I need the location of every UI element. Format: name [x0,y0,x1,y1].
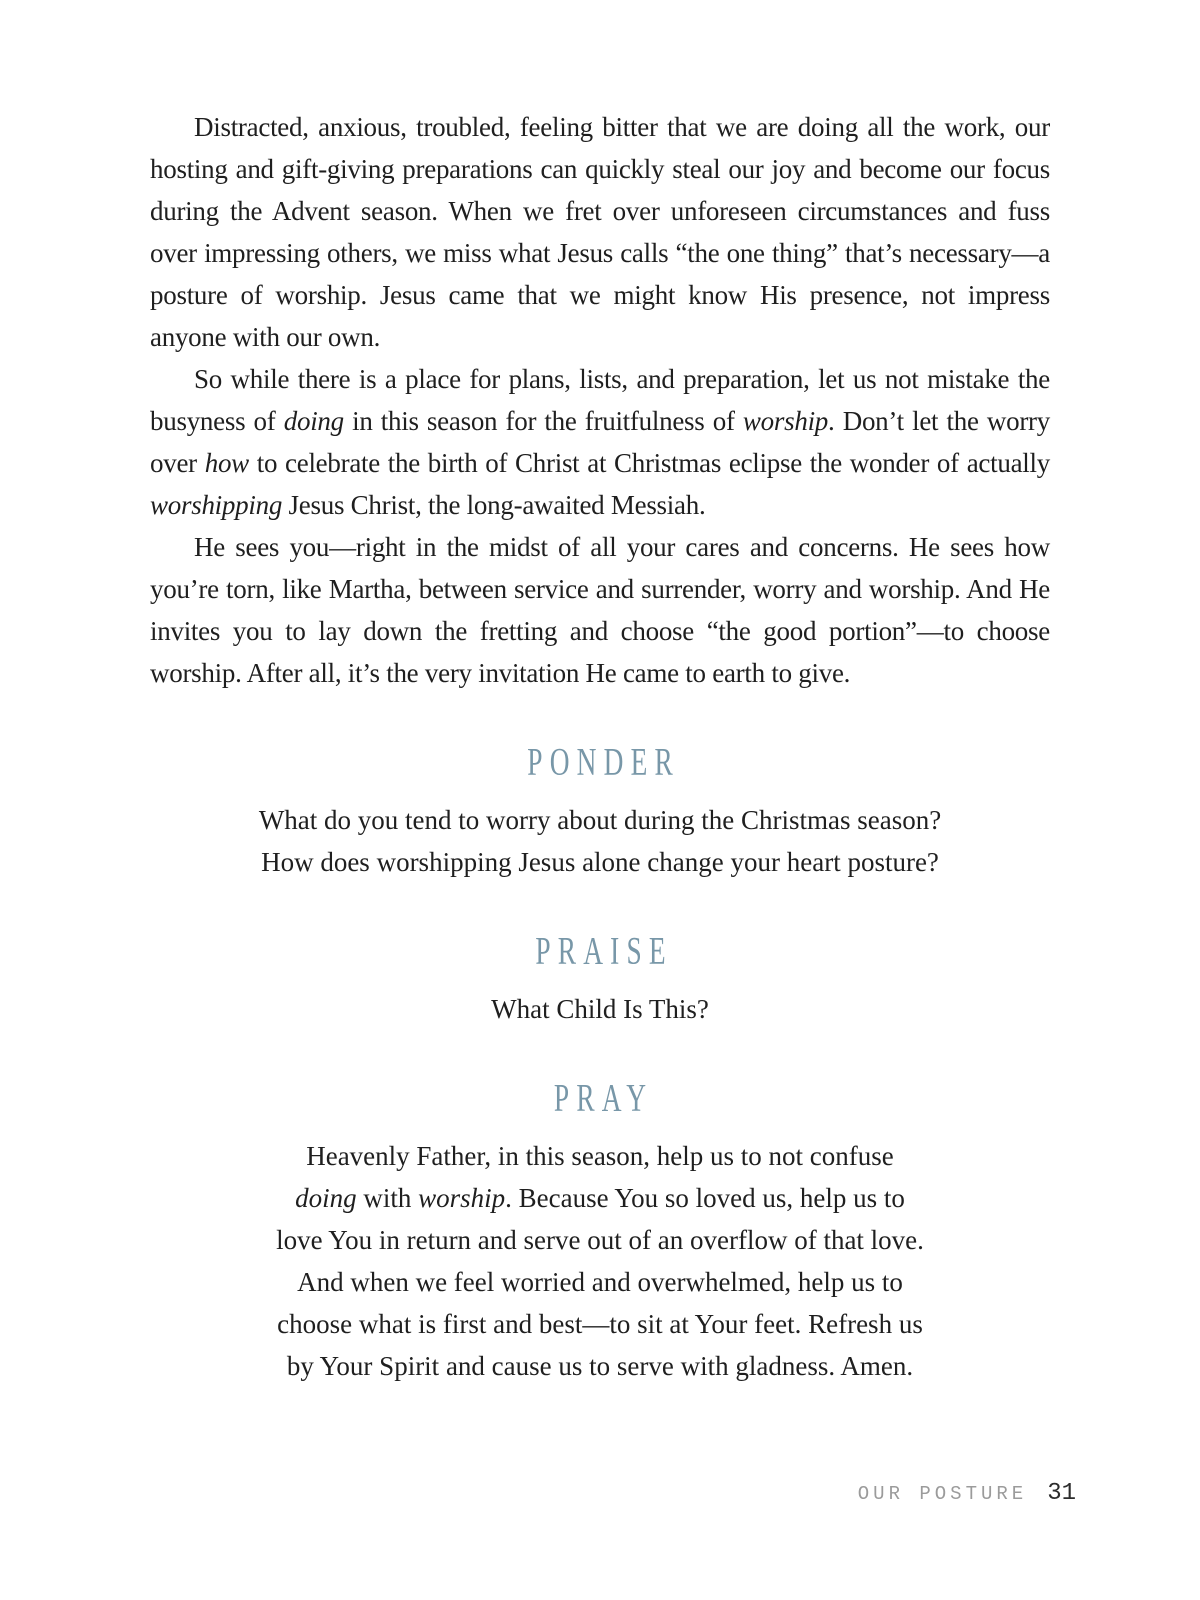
section-praise [150,929,1050,1030]
ponder-questions: What do you tend to worry about during the Christmas season? How does worshipping Jesus alone change your heart posture? [258,805,942,877]
page-number: 31 [1047,1480,1076,1507]
ponder-heading-text: PONDER [527,740,680,784]
page-footer [858,1480,1076,1507]
ponder-heading [150,740,1050,789]
body-paragraph-3: He sees you—right in the midst of all your cares and concerns. He sees how you’re torn, like Martha, between service and surrender, worry and worship. And He invites you to lay down the fretting and choose “the good portion”—to choose worship. After all, it’s the very invitation He came to earth to give. [150,532,1050,688]
prayer-text: Heavenly Father, in this season, help us to not confuse doing with worship. Because You so loved us, help us to love You in return and serve out of an overflow of that love. And when we feel worried and overwhelmed, help us to choose what is first and best—to sit at Your feet. Refresh us by Your Spirit and cause us to serve with gladness. Amen. [276,1141,924,1381]
page-content [150,0,1050,1387]
praise-heading [150,929,1050,978]
body-paragraph-2: So while there is a place for plans, lists, and preparation, let us not mistake the busyness of doing in this season for the fruitfulness of worship. Don’t let the worry over how to celebrate the birth of Christ at Christmas eclipse the wonder of actually worshipping Jesus Christ, the long-awaited Messiah. [150,364,1050,520]
section-pray [150,1076,1050,1387]
body-paragraph-1: Distracted, anxious, troubled, feeling bitter that we are doing all the work, our hosting and gift-giving preparations can quickly steal our joy and become our focus during the Advent season. When we fret over unforeseen circumstances and fuss over impressing others, we miss what Jesus calls “the one thing” that’s necessary—a posture of worship. Jesus came that we might know His presence, not impress anyone with our own. [150,112,1050,352]
running-head: OUR POSTURE [857,1483,1028,1505]
praise-song-title: What Child Is This? [491,994,709,1024]
section-ponder [150,740,1050,883]
praise-heading-text: PRAISE [534,929,673,973]
pray-heading-text: PRAY [553,1076,654,1120]
pray-heading [150,1076,1050,1125]
